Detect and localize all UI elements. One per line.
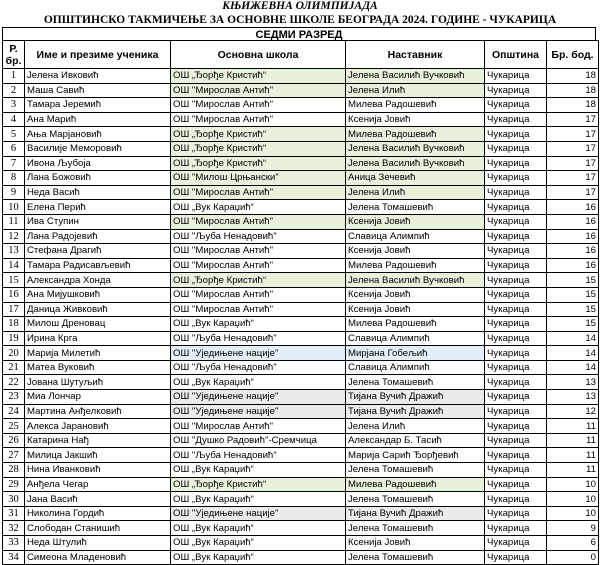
cell-student-name: Катарина Нађ <box>25 433 171 448</box>
cell-teacher: Тијана Вучић Дражић <box>346 390 485 405</box>
cell-school: ОШ "Мирослав Антић" <box>171 258 346 273</box>
cell-student-name: Милош Дреновац <box>25 317 171 332</box>
cell-points: 15 <box>547 317 599 332</box>
cell-teacher: Јелена Томашевић <box>346 550 485 565</box>
cell-teacher: Јелена Василић Вучковић <box>346 141 485 156</box>
grade-heading: СЕДМИ РАЗРЕД <box>2 27 596 41</box>
cell-school: ОШ „Вук Караџић“ <box>171 550 346 565</box>
cell-municipality: Чукарица <box>485 419 547 434</box>
cell-points: 16 <box>547 258 599 273</box>
cell-rank: 19 <box>3 331 25 346</box>
table-row <box>3 477 599 492</box>
table-row <box>3 244 599 259</box>
document-subtitle: ОПШТИНСКО ТАКМИЧЕЊЕ ЗА ОСНОВНЕ ШКОЛЕ БЕОГРАДА 2024. ГОДИНЕ - ЧУКАРИЦА <box>43 14 557 26</box>
cell-municipality: Чукарица <box>485 229 547 244</box>
table-row <box>3 171 599 186</box>
cell-rank: 22 <box>3 375 25 390</box>
cell-teacher: Милева Радошевић <box>346 127 485 142</box>
table-row <box>3 141 599 156</box>
cell-rank: 24 <box>3 404 25 419</box>
cell-points: 10 <box>547 492 599 507</box>
cell-student-name: Симеона Младеновић <box>25 550 171 565</box>
cell-school: ОШ „Ђорђе Кристић“ <box>171 156 346 171</box>
cell-student-name: Тамара Радисављевић <box>25 258 171 273</box>
cell-teacher: Марија Сарић Ђорђевић <box>346 448 485 463</box>
cell-student-name: Неда Васић <box>25 185 171 200</box>
cell-school: ОШ "Љуба Ненадовић" <box>171 360 346 375</box>
cell-rank: 17 <box>3 302 25 317</box>
table-row <box>3 506 599 521</box>
cell-points: 16 <box>547 214 599 229</box>
cell-points: 17 <box>547 141 599 156</box>
cell-municipality: Чукарица <box>485 185 547 200</box>
cell-municipality: Чукарица <box>485 98 547 113</box>
cell-rank: 4 <box>3 112 25 127</box>
table-row <box>3 98 599 113</box>
cell-municipality: Чукарица <box>485 506 547 521</box>
cell-student-name: Стефана Драгић <box>25 244 171 259</box>
cell-teacher: Ксенија Јовић <box>346 214 485 229</box>
cell-municipality: Чукарица <box>485 448 547 463</box>
header-municipality: Општина <box>485 41 547 69</box>
cell-municipality: Чукарица <box>485 477 547 492</box>
table-row <box>3 419 599 434</box>
cell-municipality: Чукарица <box>485 171 547 186</box>
header-rank: Р. бр. <box>3 41 25 69</box>
cell-rank: 3 <box>3 98 25 113</box>
table-row <box>3 360 599 375</box>
cell-student-name: Мартина Анђелковић <box>25 404 171 419</box>
cell-teacher: Мирјана Гобељић <box>346 346 485 361</box>
cell-points: 15 <box>547 287 599 302</box>
table-row <box>3 185 599 200</box>
cell-points: 15 <box>547 302 599 317</box>
cell-municipality: Чукарица <box>485 346 547 361</box>
cell-student-name: Ирина Крга <box>25 331 171 346</box>
cell-teacher: Милева Радошевић <box>346 317 485 332</box>
cell-school: ОШ „Вук Караџић“ <box>171 200 346 215</box>
cell-student-name: Лана Божовић <box>25 171 171 186</box>
cell-municipality: Чукарица <box>485 83 547 98</box>
cell-school: ОШ „Вук Караџић“ <box>171 492 346 507</box>
cell-school: ОШ „Ђорђе Кристић“ <box>171 69 346 84</box>
table-row <box>3 214 599 229</box>
cell-student-name: Миа Лончар <box>25 390 171 405</box>
cell-points: 13 <box>547 375 599 390</box>
cell-school: ОШ „Вук Караџић“ <box>171 375 346 390</box>
cell-teacher: Тијана Вучић Дражић <box>346 404 485 419</box>
cell-student-name: Неда Штулић <box>25 536 171 551</box>
cell-municipality: Чукарица <box>485 287 547 302</box>
cell-school: ОШ „Ђорђе Кристић“ <box>171 127 346 142</box>
header-name: Име и презиме ученика <box>25 41 171 69</box>
table-row <box>3 390 599 405</box>
cell-points: 12 <box>547 404 599 419</box>
cell-points: 16 <box>547 229 599 244</box>
cell-teacher: Јелена Томашевић <box>346 375 485 390</box>
table-row <box>3 448 599 463</box>
cell-teacher: Ксенија Јовић <box>346 287 485 302</box>
cell-school: ОШ "Уједињене нације" <box>171 404 346 419</box>
cell-municipality: Чукарица <box>485 200 547 215</box>
cell-municipality: Чукарица <box>485 156 547 171</box>
table-row <box>3 550 599 565</box>
cell-rank: 34 <box>3 550 25 565</box>
table-row <box>3 492 599 507</box>
cell-points: 11 <box>547 433 599 448</box>
cell-teacher: Милева Радошевић <box>346 98 485 113</box>
cell-municipality: Чукарица <box>485 244 547 259</box>
cell-points: 9 <box>547 521 599 536</box>
cell-rank: 10 <box>3 200 25 215</box>
cell-rank: 9 <box>3 185 25 200</box>
cell-municipality: Чукарица <box>485 302 547 317</box>
cell-teacher: Ксенија Јовић <box>346 244 485 259</box>
cell-points: 17 <box>547 185 599 200</box>
cell-rank: 11 <box>3 214 25 229</box>
cell-rank: 33 <box>3 536 25 551</box>
cell-points: 18 <box>547 98 599 113</box>
document-title: КЊИЖЕВНА ОЛИМПИЈАДА <box>222 0 378 12</box>
cell-student-name: Ана Мијушковић <box>25 287 171 302</box>
cell-teacher: Јелена Илић <box>346 419 485 434</box>
cell-student-name: Алекса Јарановић <box>25 419 171 434</box>
cell-municipality: Чукарица <box>485 69 547 84</box>
cell-student-name: Елена Перић <box>25 200 171 215</box>
table-row <box>3 287 599 302</box>
cell-school: ОШ „Вук Караџић“ <box>171 317 346 332</box>
cell-teacher: Јелена Томашевић <box>346 463 485 478</box>
cell-points: 17 <box>547 171 599 186</box>
results-table <box>2 40 599 565</box>
cell-school: ОШ "Мирослав Антић" <box>171 419 346 434</box>
table-row <box>3 229 599 244</box>
cell-school: ОШ "Уједињене нације" <box>171 346 346 361</box>
cell-points: 14 <box>547 360 599 375</box>
table-row <box>3 375 599 390</box>
cell-points: 13 <box>547 390 599 405</box>
cell-municipality: Чукарица <box>485 127 547 142</box>
cell-student-name: Матеа Вуковић <box>25 360 171 375</box>
cell-school: ОШ "Љуба Ненадовић" <box>171 229 346 244</box>
table-row <box>3 521 599 536</box>
cell-student-name: Александра Хонда <box>25 273 171 288</box>
cell-rank: 6 <box>3 141 25 156</box>
cell-school: ОШ „Ђорђе Кристић“ <box>171 273 346 288</box>
cell-municipality: Чукарица <box>485 360 547 375</box>
header-points: Бр. бод. <box>547 41 599 69</box>
cell-student-name: Марија Милетић <box>25 346 171 361</box>
cell-school: ОШ "Душко Радовић"-Сремчица <box>171 433 346 448</box>
cell-teacher: Славица Алимпић <box>346 331 485 346</box>
cell-points: 11 <box>547 419 599 434</box>
cell-student-name: Ива Ступин <box>25 214 171 229</box>
cell-school: ОШ "Мирослав Антић" <box>171 302 346 317</box>
cell-student-name: Лана Радојевић <box>25 229 171 244</box>
cell-rank: 25 <box>3 419 25 434</box>
cell-municipality: Чукарица <box>485 273 547 288</box>
cell-municipality: Чукарица <box>485 433 547 448</box>
cell-points: 6 <box>547 536 599 551</box>
cell-student-name: Василије Меморовић <box>25 141 171 156</box>
table-row <box>3 127 599 142</box>
cell-rank: 7 <box>3 156 25 171</box>
cell-school: ОШ „Ђорђе Кристић“ <box>171 477 346 492</box>
cell-municipality: Чукарица <box>485 141 547 156</box>
cell-rank: 15 <box>3 273 25 288</box>
cell-student-name: Николина Гордић <box>25 506 171 521</box>
cell-points: 17 <box>547 127 599 142</box>
table-row <box>3 404 599 419</box>
cell-student-name: Ања Марјановић <box>25 127 171 142</box>
cell-student-name: Тамара Јеремић <box>25 98 171 113</box>
cell-teacher: Ксенија Јовић <box>346 302 485 317</box>
cell-rank: 16 <box>3 287 25 302</box>
header-teacher: Наставник <box>346 41 485 69</box>
cell-teacher: Јелена Томашевић <box>346 200 485 215</box>
cell-municipality: Чукарица <box>485 521 547 536</box>
table-row <box>3 200 599 215</box>
cell-rank: 30 <box>3 492 25 507</box>
cell-points: 17 <box>547 112 599 127</box>
cell-teacher: Јелена Томашевић <box>346 492 485 507</box>
cell-teacher: Александар Б. Тасић <box>346 433 485 448</box>
cell-municipality: Чукарица <box>485 214 547 229</box>
cell-rank: 28 <box>3 463 25 478</box>
cell-rank: 21 <box>3 360 25 375</box>
cell-school: ОШ "Уједињене нације" <box>171 390 346 405</box>
table-row <box>3 258 599 273</box>
cell-points: 15 <box>547 273 599 288</box>
table-row <box>3 346 599 361</box>
cell-school: ОШ „Ђорђе Кристић“ <box>171 141 346 156</box>
cell-municipality: Чукарица <box>485 331 547 346</box>
cell-school: ОШ "Мирослав Антић" <box>171 214 346 229</box>
cell-school: ОШ "Мирослав Антић" <box>171 98 346 113</box>
cell-teacher: Јелена Илић <box>346 185 485 200</box>
cell-teacher: Милева Радошевић <box>346 477 485 492</box>
cell-teacher: Јелена Томашевић <box>346 521 485 536</box>
cell-points: 18 <box>547 69 599 84</box>
cell-teacher: Славица Алимпић <box>346 360 485 375</box>
cell-school: ОШ „Вук Караџић“ <box>171 463 346 478</box>
cell-rank: 26 <box>3 433 25 448</box>
cell-student-name: Даница Живковић <box>25 302 171 317</box>
cell-rank: 5 <box>3 127 25 142</box>
cell-points: 10 <box>547 477 599 492</box>
cell-rank: 18 <box>3 317 25 332</box>
cell-rank: 32 <box>3 521 25 536</box>
cell-municipality: Чукарица <box>485 390 547 405</box>
cell-municipality: Чукарица <box>485 258 547 273</box>
cell-student-name: Милица Јакшић <box>25 448 171 463</box>
cell-teacher: Јелена Василић Вучковић <box>346 156 485 171</box>
cell-student-name: Јована Шутуљић <box>25 375 171 390</box>
cell-school: ОШ "Љуба Ненадовић" <box>171 448 346 463</box>
cell-points: 11 <box>547 448 599 463</box>
cell-rank: 13 <box>3 244 25 259</box>
cell-teacher: Аница Зечевић <box>346 171 485 186</box>
cell-municipality: Чукарица <box>485 536 547 551</box>
cell-municipality: Чукарица <box>485 404 547 419</box>
cell-student-name: Маша Савић <box>25 83 171 98</box>
cell-rank: 20 <box>3 346 25 361</box>
cell-student-name: Слободан Станишић <box>25 521 171 536</box>
cell-points: 17 <box>547 156 599 171</box>
cell-rank: 27 <box>3 448 25 463</box>
cell-municipality: Чукарица <box>485 550 547 565</box>
table-row <box>3 463 599 478</box>
table-row <box>3 433 599 448</box>
cell-school: ОШ „Вук Караџић“ <box>171 521 346 536</box>
table-row <box>3 83 599 98</box>
table-row <box>3 112 599 127</box>
cell-rank: 8 <box>3 171 25 186</box>
cell-teacher: Славица Алимпић <box>346 229 485 244</box>
cell-points: 11 <box>547 463 599 478</box>
cell-school: ОШ "Мирослав Антић" <box>171 287 346 302</box>
cell-school: ОШ "Љуба Ненадовић" <box>171 331 346 346</box>
cell-teacher: Ксенија Јовић <box>346 536 485 551</box>
cell-municipality: Чукарица <box>485 463 547 478</box>
cell-points: 14 <box>547 331 599 346</box>
table-row <box>3 156 599 171</box>
cell-rank: 2 <box>3 83 25 98</box>
cell-school: ОШ „Вук Караџић“ <box>171 536 346 551</box>
cell-municipality: Чукарица <box>485 112 547 127</box>
cell-rank: 31 <box>3 506 25 521</box>
cell-student-name: Јелена Ивковић <box>25 69 171 84</box>
cell-rank: 29 <box>3 477 25 492</box>
table-body <box>3 69 599 565</box>
cell-teacher: Јелена Василић Вучковић <box>346 69 485 84</box>
cell-teacher: Јелена Василић Вучковић <box>346 273 485 288</box>
cell-teacher: Јелена Илић <box>346 83 485 98</box>
cell-teacher: Милева Радошевић <box>346 258 485 273</box>
cell-rank: 14 <box>3 258 25 273</box>
cell-teacher: Ксенија Јовић <box>346 112 485 127</box>
cell-rank: 1 <box>3 69 25 84</box>
cell-points: 18 <box>547 83 599 98</box>
header-school: Основна школа <box>171 41 346 69</box>
cell-municipality: Чукарица <box>485 375 547 390</box>
cell-school: ОШ "Уједињене нације" <box>171 506 346 521</box>
table-row <box>3 536 599 551</box>
cell-student-name: Нина Иванковић <box>25 463 171 478</box>
table-row <box>3 302 599 317</box>
cell-school: ОШ "Мирослав Антић" <box>171 185 346 200</box>
cell-points: 16 <box>547 244 599 259</box>
cell-rank: 12 <box>3 229 25 244</box>
table-row <box>3 273 599 288</box>
cell-school: ОШ "Милош Црњански" <box>171 171 346 186</box>
cell-student-name: Анђела Чегар <box>25 477 171 492</box>
cell-points: 16 <box>547 200 599 215</box>
table-row <box>3 69 599 84</box>
cell-points: 10 <box>547 506 599 521</box>
cell-points: 14 <box>547 346 599 361</box>
cell-school: ОШ "Мирослав Антић" <box>171 244 346 259</box>
table-row <box>3 331 599 346</box>
cell-teacher: Тијана Вучић Дражић <box>346 506 485 521</box>
table-header-row <box>3 41 599 69</box>
cell-municipality: Чукарица <box>485 317 547 332</box>
cell-points: 0 <box>547 550 599 565</box>
cell-student-name: Ивона Љубоја <box>25 156 171 171</box>
table-row <box>3 317 599 332</box>
cell-rank: 23 <box>3 390 25 405</box>
cell-student-name: Ана Марић <box>25 112 171 127</box>
cell-student-name: Јана Васић <box>25 492 171 507</box>
cell-school: ОШ "Мирослав Антић" <box>171 112 346 127</box>
cell-school: ОШ "Мирослав Антић" <box>171 83 346 98</box>
cell-municipality: Чукарица <box>485 492 547 507</box>
